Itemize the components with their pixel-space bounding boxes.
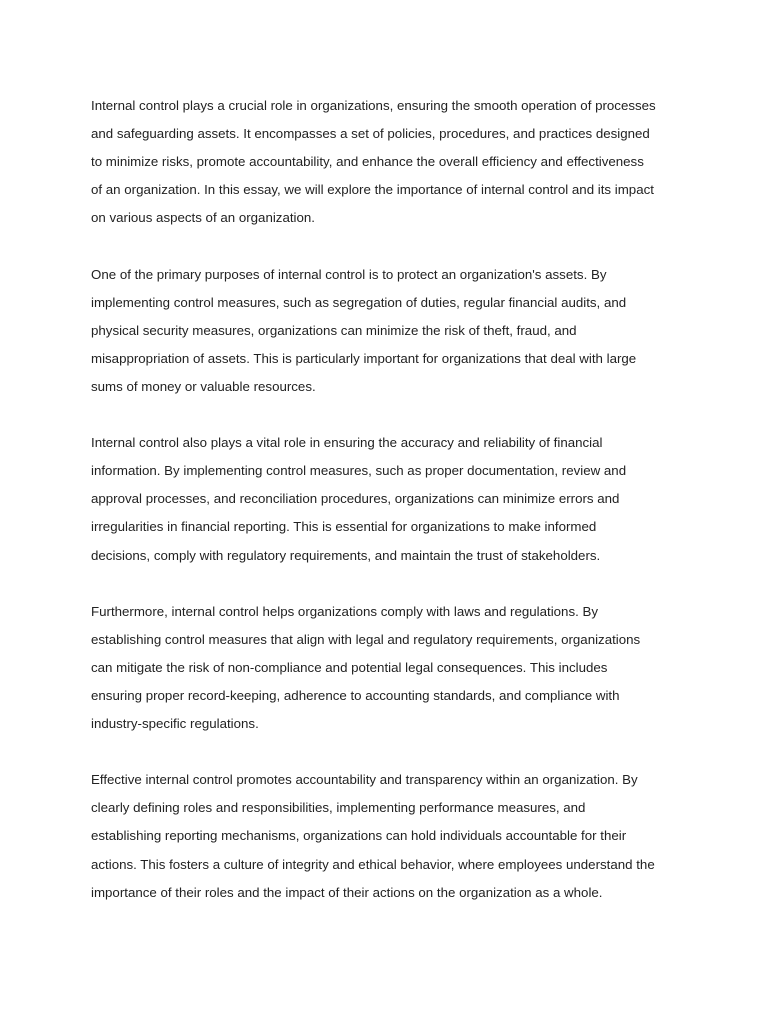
text-line: physical security measures, organizations can minimize the risk of theft, fraud, and <box>91 322 577 338</box>
text-line: ensuring proper record-keeping, adherence to accounting standards, and compliance with <box>91 687 620 703</box>
paragraph-financial-information <box>91 429 685 569</box>
text-line: decisions, comply with regulatory requirements, and maintain the trust of stakeholders. <box>91 547 601 563</box>
text-line: industry-specific regulations. <box>91 716 259 732</box>
text-line: to minimize risks, promote accountability, and enhance the overall efficiency and effectiveness <box>91 154 644 170</box>
text-line: One of the primary purposes of internal control is to protect an organization's assets. By <box>91 266 607 282</box>
text-line: and safeguarding assets. It encompasses a set of policies, procedures, and practices designed <box>91 126 650 142</box>
text-line: of an organization. In this essay, we will explore the importance of internal control and its impact <box>91 182 654 198</box>
paragraph-asset-protection <box>91 261 685 401</box>
text-line: approval processes, and reconciliation procedures, organizations can minimize errors and <box>91 491 620 507</box>
text-line: implementing control measures, such as segregation of duties, regular financial audits, and <box>91 294 627 310</box>
text-line: information. By implementing control measures, such as proper documentation, review and <box>91 463 627 479</box>
text-line: can mitigate the risk of non-compliance and potential legal consequences. This includes <box>91 659 608 675</box>
text-line: establishing reporting mechanisms, organizations can hold individuals accountable for their <box>91 828 627 844</box>
text-line: sums of money or valuable resources. <box>91 378 316 394</box>
text-line: importance of their roles and the impact of their actions on the organization as a whole. <box>91 884 603 900</box>
text-line: Effective internal control promotes accountability and transparency within an organization. By <box>91 772 638 788</box>
text-line: misappropriation of assets. This is particularly important for organizations that deal with large <box>91 350 637 366</box>
paragraph-compliance <box>91 598 685 738</box>
essay-body <box>91 92 685 935</box>
text-line: actions. This fosters a culture of integrity and ethical behavior, where employees understand the <box>91 856 655 872</box>
paragraph-accountability <box>91 766 685 906</box>
text-line: establishing control measures that align with legal and regulatory requirements, organizations <box>91 631 641 647</box>
paragraph-intro <box>91 92 685 232</box>
text-line: irregularities in financial reporting. This is essential for organizations to make informed <box>91 519 597 535</box>
text-line: Internal control plays a crucial role in organizations, ensuring the smooth operation of processes <box>91 98 656 113</box>
text-line: clearly defining roles and responsibilities, implementing performance measures, and <box>91 800 586 816</box>
text-line: on various aspects of an organization. <box>91 210 315 226</box>
text-line: Furthermore, internal control helps organizations comply with laws and regulations. By <box>91 603 599 619</box>
text-line: Internal control also plays a vital role in ensuring the accuracy and reliability of financial <box>91 435 603 451</box>
